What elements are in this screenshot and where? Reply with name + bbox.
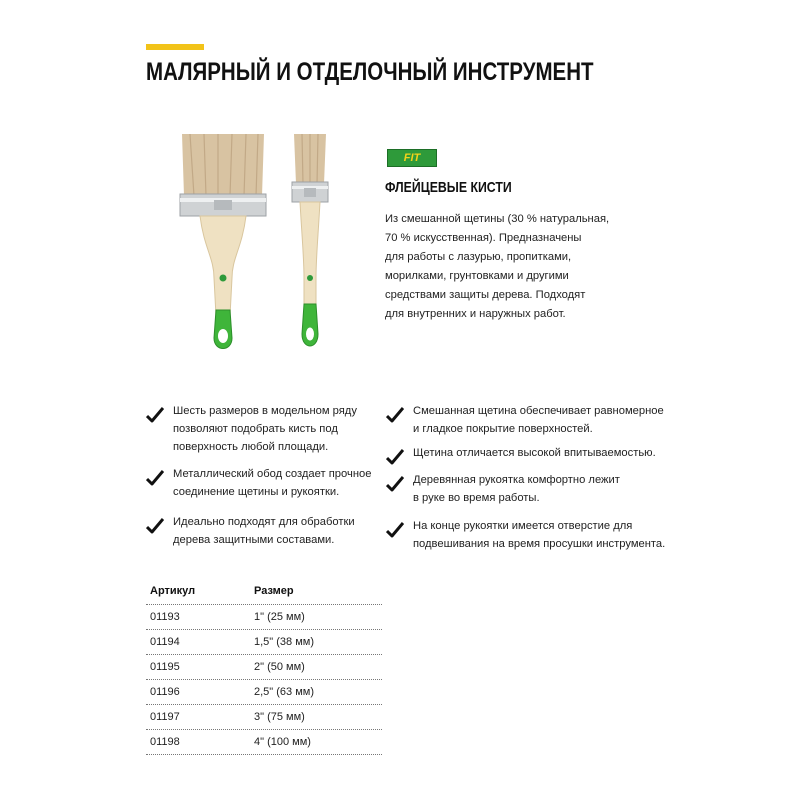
product-title: ФЛЕЙЦЕВЫЕ КИСТИ [385,179,512,196]
table-row [146,630,382,655]
brushes-image [170,128,350,368]
table-row [146,655,382,680]
feature-line: На конце рукоятки имеется отверстие для [413,520,633,532]
table-cell-size: 1,5" (38 мм) [254,636,314,648]
table-header-row [146,578,382,605]
feature-item [146,513,355,549]
feature-line: позволяют подобрать кисть под [173,423,338,435]
table-cell-size: 4" (100 мм) [254,736,311,748]
feature-line: Щетина отличается высокой впитываемостью. [413,447,656,459]
table-cell-article: 01196 [150,686,180,698]
feature-item [386,517,665,553]
table-cell-article: 01197 [150,711,180,723]
table-row [146,680,382,705]
feature-line: дерева защитными составами. [173,534,335,546]
feature-line: Металлический обод создает прочное [173,468,372,480]
table-row [146,605,382,630]
checkmark-icon [146,469,164,487]
table-cell-size: 2" (50 мм) [254,661,305,673]
product-description [385,210,655,324]
feature-item [386,444,656,466]
feature-item [146,465,371,501]
description-line: для работы с лазурью, пропитками, [385,251,572,263]
table-header-size: Размер [254,585,294,597]
feature-line: Идеально подходят для обработки [173,516,355,528]
feature-line: подвешивания на время просушки инструмента. [413,538,666,550]
feature-line: Смешанная щетина обеспечивает равномерное [413,405,664,417]
table-cell-article: 01193 [150,611,180,623]
fit-logo [387,149,437,167]
table-cell-article: 01194 [150,636,180,648]
feature-item [386,402,664,438]
checkmark-icon [146,406,164,424]
table-row [146,730,382,755]
feature-line: поверхность любой площади. [173,441,329,453]
description-line: средствами защиты дерева. Подходят [385,289,586,301]
checkmark-icon [386,521,404,539]
feature-line: в руке во время работы. [413,492,540,504]
table-cell-size: 2,5" (63 мм) [254,686,314,698]
table-cell-article: 01198 [150,736,180,748]
table-cell-size: 3" (75 мм) [254,711,305,723]
checkmark-icon [386,475,404,493]
checkmark-icon [386,448,404,466]
table-cell-size: 1" (25 мм) [254,611,305,623]
fit-logo-text: FIT [403,152,421,164]
feature-line: соединение щетины и рукоятки. [173,486,340,498]
table-cell-article: 01195 [150,661,180,673]
feature-line: Шесть размеров в модельном ряду [173,405,357,417]
description-line: морилками, грунтовками и другими [385,270,569,282]
description-line: 70 % искусственная). Предназначены [385,232,582,244]
description-line: Из смешанной щетины (30 % натуральная, [385,213,610,225]
accent-bar [146,44,204,50]
description-line: для внутренних и наружных работ. [385,308,566,320]
table-header-article: Артикул [150,585,196,597]
checkmark-icon [386,406,404,424]
size-table [146,578,382,755]
feature-item [146,402,357,456]
table-row [146,705,382,730]
feature-line: Деревянная рукоятка комфортно лежит [413,474,620,486]
checkmark-icon [146,517,164,535]
page-title: МАЛЯРНЫЙ И ОТДЕЛОЧНЫЙ ИНСТРУМЕНТ [146,58,594,86]
feature-line: и гладкое покрытие поверхностей. [413,423,593,435]
feature-item [386,471,620,507]
